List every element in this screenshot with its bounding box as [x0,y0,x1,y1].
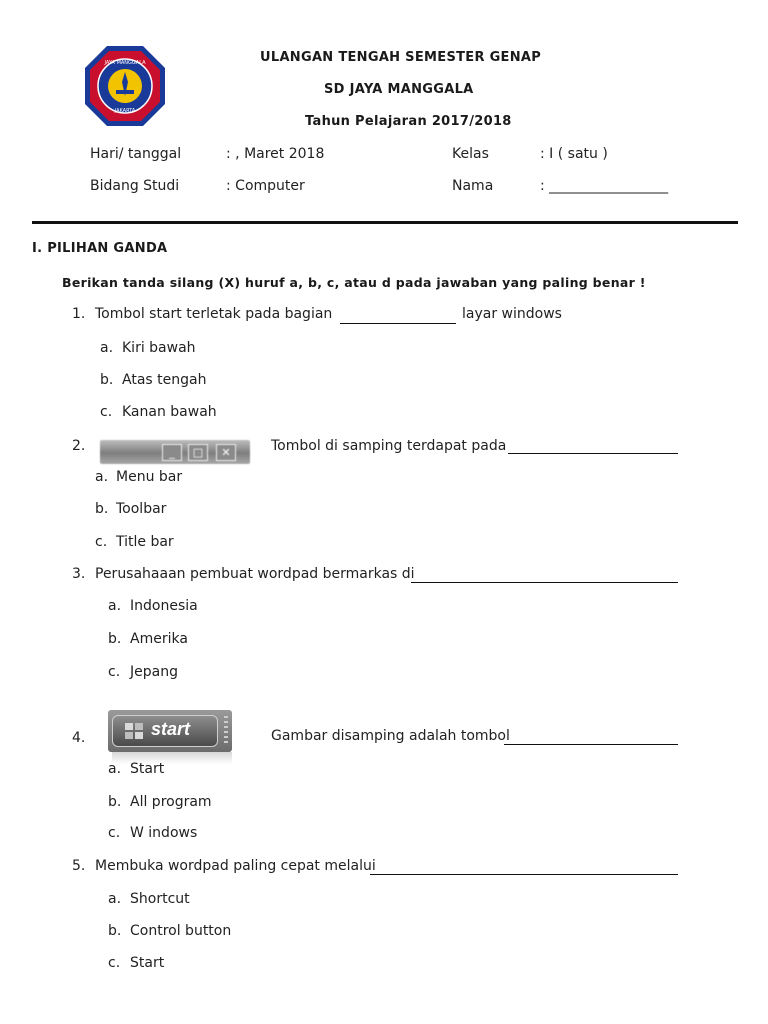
q2-opt-a-letter: a. [95,469,109,485]
maximize-icon: □ [188,444,208,461]
q5-opt-b: Control button [130,923,232,939]
q2-opt-c: Title bar [116,534,174,550]
q5-text: Membuka wordpad paling cepat melalui [95,858,376,874]
q2-opt-b: Toolbar [116,501,167,517]
logo-text-bottom: JAKARTA [114,108,136,114]
exam-title: ULANGAN TENGAH SEMESTER GENAP [260,50,542,65]
header-divider [32,221,738,224]
q2-blank [508,453,678,454]
q5-opt-c-letter: c. [108,955,121,971]
hari-value: : , Maret 2018 [226,146,325,162]
q1-number: 1. [72,306,86,322]
q4-opt-c-letter: c. [108,825,121,841]
q4-number: 4. [72,730,86,746]
q4-opt-a: Start [130,761,165,777]
q3-opt-c-letter: c. [108,664,121,680]
q3-opt-b: Amerika [130,631,188,647]
q5-number: 5. [72,858,86,874]
q3-opt-b-letter: b. [108,631,122,647]
q5-opt-a: Shortcut [130,891,190,907]
nama-value: : _________________ [540,178,669,194]
section-title: I. PILIHAN GANDA [32,241,168,256]
window-buttons-image [100,440,250,464]
school-name: SD JAYA MANGGALA [324,82,474,97]
q4-blank [504,744,678,745]
school-logo [83,44,167,128]
q2-text: Tombol di samping terdapat pada [271,438,507,454]
q4-opt-a-letter: a. [108,761,122,777]
q3-blank [411,582,678,583]
logo-text-top: JAYA MANGGALA [104,60,146,66]
minimize-icon: _ [162,444,182,461]
q1-opt-c: Kanan bawah [122,404,217,420]
q1-opt-b: Atas tengah [122,372,207,388]
q4-opt-b: All program [130,794,212,810]
q5-opt-b-letter: b. [108,923,122,939]
academic-year: Tahun Pelajaran 2017/2018 [305,114,512,129]
q1-after: layar windows [462,306,562,322]
windows-logo-icon [125,723,143,739]
q5-opt-a-letter: a. [108,891,122,907]
q2-number: 2. [72,438,86,454]
close-icon: ✕ [216,444,236,461]
grip-icon [224,716,228,744]
q3-opt-a-letter: a. [108,598,122,614]
kelas-label: Kelas [452,146,489,162]
q4-opt-c: W indows [130,825,198,841]
q1-text: Tombol start terletak pada bagian [95,306,333,322]
q2-opt-a: Menu bar [116,469,183,485]
q4-opt-b-letter: b. [108,794,122,810]
kelas-value: : I ( satu ) [540,146,608,162]
bidang-label: Bidang Studi [90,178,180,194]
q3-opt-a: Indonesia [130,598,198,614]
q3-text: Perusahaaan pembuat wordpad bermarkas di [95,566,415,582]
q5-opt-c: Start [130,955,165,971]
instruction: Berikan tanda silang (X) huruf a, b, c, atau d pada jawaban yang paling benar ! [62,275,646,290]
q1-opt-a-letter: a. [100,340,114,356]
bidang-value: : Computer [226,178,305,194]
q4-text: Gambar disamping adalah tombol [271,728,510,744]
q3-opt-c: Jepang [130,664,178,680]
start-image-label: start [151,719,191,739]
start-button-image [108,710,232,752]
q2-opt-c-letter: c. [95,534,108,550]
hari-label: Hari/ tanggal [90,146,182,162]
q1-blank [340,323,456,324]
q1-opt-c-letter: c. [100,404,113,420]
q1-opt-b-letter: b. [100,372,114,388]
q2-opt-b-letter: b. [95,501,109,517]
nama-label: Nama [452,178,494,194]
q5-blank [370,874,678,875]
q3-number: 3. [72,566,86,582]
q1-opt-a: Kiri bawah [122,340,196,356]
